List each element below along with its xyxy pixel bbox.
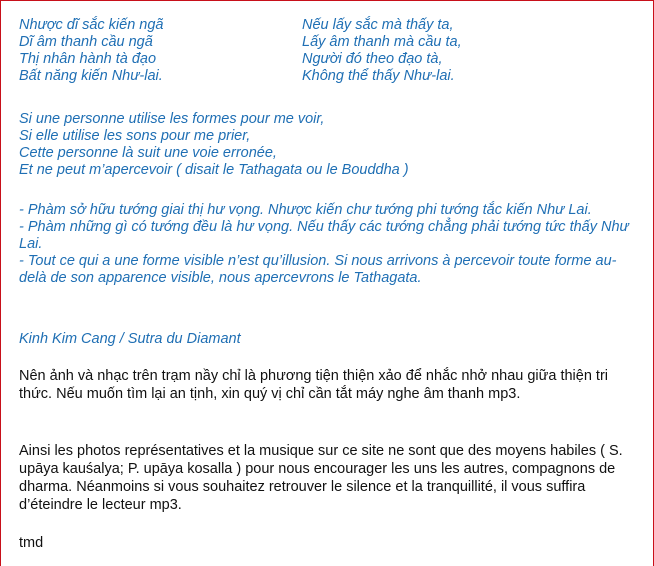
verse-line: Si elle utilise les sons pour me prier, xyxy=(19,128,251,144)
verse-line: Bất năng kiến Như-lai. xyxy=(19,68,163,84)
verse-line: Cette personne là suit une voie erronée, xyxy=(19,145,277,161)
verse-french xyxy=(19,111,639,179)
verse-line: Không thể thấy Như-lai. xyxy=(302,68,455,84)
verse-line: Si une personne utilise les formes pour me voir, xyxy=(19,111,325,127)
verse-vietnamese-translation-column xyxy=(302,17,622,85)
note-vietnamese: Nên ảnh và nhạc trên trạm nầy chỉ là phương tiện thiện xảo để nhắc nhở nhau giữa thiện tri thức. Nếu muốn tìm lại an tịnh, xin quý vị chỉ cần tắt máy nghe âm thanh mp3. xyxy=(19,368,608,402)
verse-line: Dĩ âm thanh cầu ngã xyxy=(19,34,153,50)
verse-line: Nếu lấy sắc mà thấy ta, xyxy=(302,17,454,33)
commentary-line: - Phàm sở hữu tướng giai thị hư vọng. Nhược kiến chư tướng phi tướng tắc kiến Như Lai. xyxy=(19,202,592,218)
verse-line: Nhược dĩ sắc kiến ngã xyxy=(19,17,164,33)
commentary-line: - Tout ce qui a une forme visible n’est qu’illusion. Si nous arrivons à percevoir toute forme au-delà de son apparence visible, nous apercevrons le Tathagata. xyxy=(19,253,617,286)
source-citation: Kinh Kim Cang / Sutra du Diamant xyxy=(19,331,241,347)
commentary-line: - Phàm những gì có tướng đều là hư vọng. Nếu thấy các tướng chẳng phải tướng tức thấy Như Lai. xyxy=(19,219,629,252)
verse-line: Người đó theo đạo tà, xyxy=(302,51,443,67)
signature: tmd xyxy=(19,535,44,551)
commentary xyxy=(19,202,634,287)
verse-vietnamese xyxy=(19,17,639,85)
verse-sino-vietnamese-column xyxy=(19,17,302,85)
verse-line: Et ne peut m’apercevoir ( disait le Tathagata ou le Bouddha ) xyxy=(19,162,409,178)
verse-line: Lấy âm thanh mà cầu ta, xyxy=(302,34,462,50)
verse-line: Thị nhân hành tà đạo xyxy=(19,51,157,67)
note-french: Ainsi les photos représentatives et la musique sur ce site ne sont que des moyens habiles ( S. upāya kauśalya; P. upāya kosalla ) pour nous encourager les uns les autres, compagnons de dharma. Néanmoins si vous souhaitez retrouver le silence et la tranquillité, il vous suffira d’éteindre le lecteur mp3. xyxy=(19,443,623,513)
